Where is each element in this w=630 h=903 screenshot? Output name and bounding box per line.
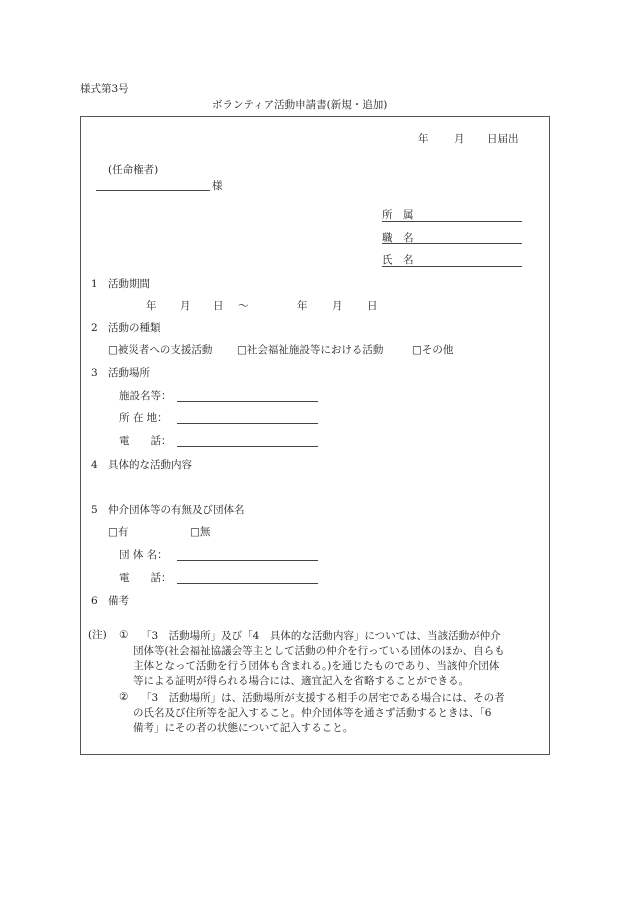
note-1-line: 団体等(社会福祉協議会等主として活動の仲介を行っている団体のほか、自らも [133, 645, 505, 657]
notes-label: (注) [88, 629, 107, 641]
period-start-year: 年 [146, 300, 157, 312]
section-6-number: 6 [91, 595, 98, 607]
facility-field[interactable] [177, 401, 318, 402]
date-month-label: 月 [454, 133, 465, 145]
position-label: 職 名 [382, 232, 414, 244]
period-end-day: 日 [367, 300, 378, 312]
section-1-number: 1 [91, 278, 98, 290]
addressee-role: (任命権者) [108, 164, 159, 176]
date-year-label: 年 [418, 133, 429, 145]
activity-option-other[interactable]: □その他 [412, 344, 454, 356]
section-4-number: 4 [91, 459, 98, 471]
period-tilde: 〜 [238, 300, 249, 312]
form-number: 様式第3号 [80, 83, 129, 95]
section-6-title: 備考 [108, 595, 129, 607]
addressee-honorific: 様 [212, 180, 223, 192]
note-2-line: の氏名及び住所等を記入すること。仲介団体等を通さず活動するときは、「6 [133, 707, 492, 719]
note-1-line: 「3 活動場所」及び「4 具体的な活動内容」については、当該活動が仲介 [141, 630, 501, 642]
location-label: 所 在 地： [119, 412, 168, 424]
name-field[interactable] [382, 266, 522, 267]
section-5-number: 5 [91, 504, 98, 516]
note-1-mark: ① [119, 629, 129, 641]
affiliation-field[interactable] [382, 221, 522, 222]
org-name-label: 団 体 名： [119, 549, 168, 561]
place-phone-field[interactable] [177, 446, 318, 447]
note-2-mark: ② [119, 691, 129, 703]
period-start-day: 日 [213, 300, 224, 312]
note-2-line: 「3 活動場所」は、活動場所が支援する相手の居宅である場合には、その者 [141, 692, 505, 704]
section-2-number: 2 [91, 322, 98, 334]
activity-option-welfare[interactable]: □社会福祉施設等における活動 [237, 344, 384, 356]
note-2-text [133, 691, 545, 736]
section-5-title: 仲介団体等の有無及び団体名 [108, 504, 245, 516]
facility-label: 施設名等： [119, 390, 172, 402]
note-2-line: 備考」にその者の状態について記入すること。 [133, 722, 354, 734]
period-end-month: 月 [332, 300, 343, 312]
section-1-title: 活動期間 [108, 278, 150, 290]
section-3-number: 3 [91, 367, 98, 379]
affiliation-label: 所 属 [382, 209, 414, 221]
intermediary-yes-option[interactable]: □有 [108, 526, 129, 538]
position-field[interactable] [382, 243, 522, 244]
section-4-title: 具体的な活動内容 [108, 459, 192, 471]
section-3-title: 活動場所 [108, 367, 150, 379]
intermediary-no-option[interactable]: □無 [190, 526, 211, 538]
date-day-submit-label: 日届出 [487, 133, 519, 145]
addressee-name-field[interactable] [96, 190, 210, 191]
period-start-month: 月 [180, 300, 191, 312]
place-phone-label: 電 話： [119, 435, 172, 447]
activity-option-disaster[interactable]: □被災者への支援活動 [108, 344, 213, 356]
name-label: 氏 名 [382, 254, 414, 266]
org-name-field[interactable] [177, 560, 318, 561]
period-end-year: 年 [297, 300, 308, 312]
org-phone-field[interactable] [177, 583, 318, 584]
form-title: ボランティア活動申請書(新規・追加) [212, 99, 388, 111]
org-phone-label: 電 話： [119, 572, 172, 584]
section-2-title: 活動の種類 [108, 322, 161, 334]
note-1-text [133, 629, 545, 689]
note-1-line: 主体となって活動を行う団体も含まれる。)を通じたものであり、当該仲介団体 [133, 660, 500, 672]
location-field[interactable] [177, 423, 318, 424]
note-1-line: 等による証明が得られる場合には、適宜記入を省略することができる。 [133, 675, 469, 687]
